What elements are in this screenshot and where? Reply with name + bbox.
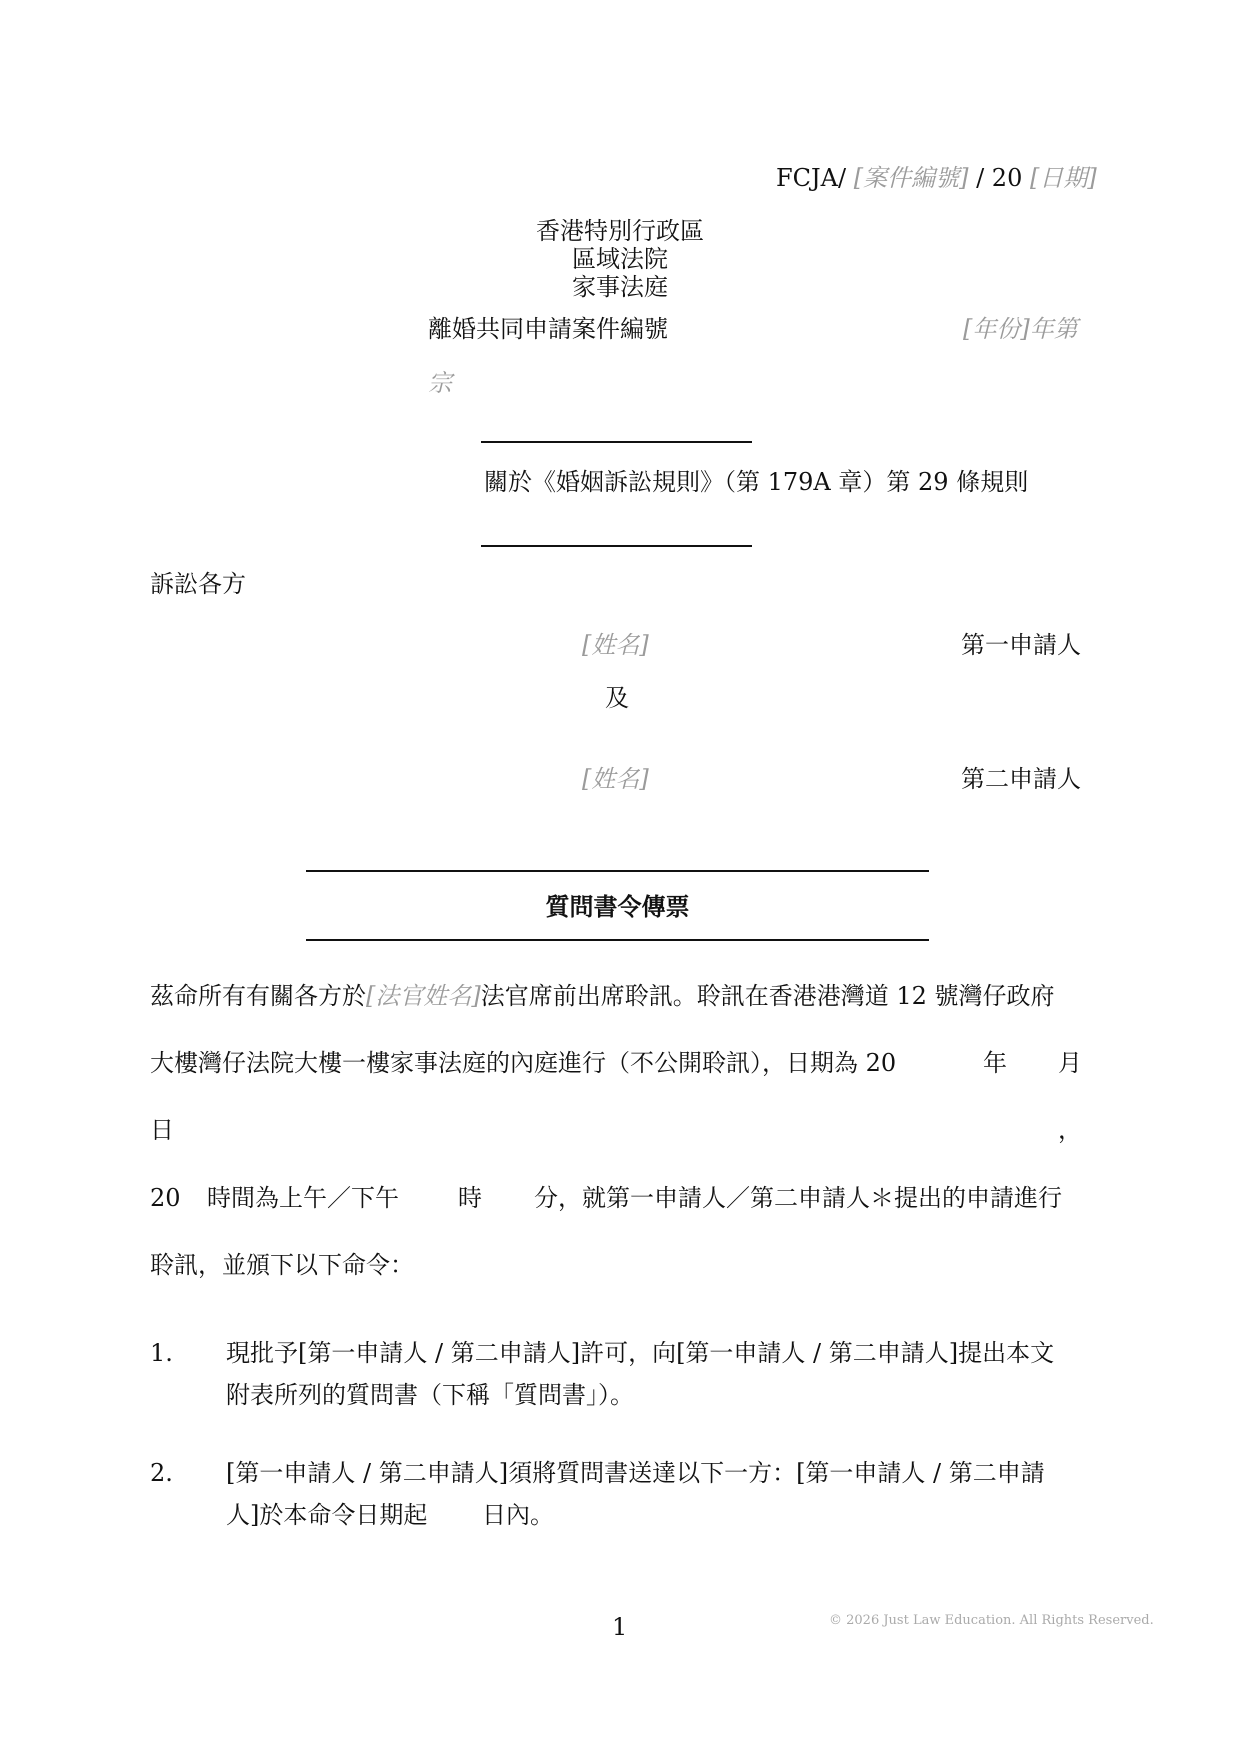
order-2-line-1: [第一申請人 / 第二申請人]須將質問書送達以下一方：[第一申請人 / 第二申請 bbox=[226, 1459, 1045, 1487]
body-line-4: 分，就第一申請人／第二申請人＊提出的申請進行 bbox=[534, 1184, 1062, 1212]
case-number-label: 離婚共同申請案件編號 bbox=[428, 315, 668, 343]
case-number-year bbox=[963, 314, 1078, 344]
order-number: 1. bbox=[150, 1339, 173, 1367]
order-number: 2. bbox=[150, 1459, 173, 1487]
first-applicant-name-placeholder: [姓名] bbox=[582, 631, 649, 659]
parties-heading: 訴訟各方 bbox=[150, 570, 246, 598]
case-reference bbox=[776, 163, 1097, 193]
title-top-rule bbox=[306, 870, 929, 872]
judge-name-placeholder: [法官姓名] bbox=[366, 982, 481, 1010]
page-number: 1 bbox=[612, 1613, 628, 1641]
hearing-day-label: 日 bbox=[150, 1116, 174, 1144]
first-applicant-role: 第一申請人 bbox=[961, 631, 1081, 659]
case-ref-middle: / 20 bbox=[976, 164, 1030, 192]
second-applicant-role: 第二申請人 bbox=[961, 765, 1081, 793]
court-line-3: 家事法庭 bbox=[572, 273, 668, 301]
divider-line bbox=[481, 545, 752, 547]
hearing-year-label: 年 bbox=[983, 1049, 1007, 1077]
divider-line bbox=[481, 441, 752, 443]
body-line-5: 聆訊，並頒下以下命令： bbox=[150, 1251, 414, 1279]
body-line-2: 大樓灣仔法院大樓一樓家事法庭的內庭進行（不公開聆訊），日期為 20 bbox=[150, 1049, 897, 1077]
order-2-line-2: 人]於本命令日期起 bbox=[226, 1501, 428, 1529]
court-line-2: 區域法院 bbox=[572, 245, 668, 273]
case-date-placeholder: [日期] bbox=[1029, 164, 1097, 192]
second-applicant-name-placeholder: [姓名] bbox=[582, 765, 649, 793]
hearing-hour-label: 時 bbox=[458, 1184, 482, 1212]
copyright-notice: © 2026 Just Law Education. All Rights Reserved. bbox=[829, 1613, 1154, 1628]
body-text: 茲命所有有關各方於 bbox=[150, 982, 366, 1010]
hearing-month-label: 月 bbox=[1058, 1049, 1082, 1077]
court-line-1: 香港特別行政區 bbox=[536, 217, 704, 245]
year-placeholder: [年份] bbox=[963, 315, 1030, 343]
body-comma: ， bbox=[1058, 1116, 1082, 1144]
case-number-placeholder: [案件編號] bbox=[853, 164, 969, 192]
title-bottom-rule bbox=[306, 939, 929, 941]
order-1-line-1: 現批予[第一申請人 / 第二申請人]許可，向[第一申請人 / 第二申請人]提出本文 bbox=[226, 1339, 1055, 1367]
hearing-time-label: 時間為上午／下午 bbox=[207, 1184, 399, 1212]
rule-heading: 關於《婚姻訴訟規則》（第 179A 章）第 29 條規則 bbox=[484, 468, 1029, 496]
body-line-1 bbox=[150, 981, 1055, 1011]
document-title: 質問書令傳票 bbox=[545, 892, 690, 921]
case-ref-prefix: FCJA/ bbox=[776, 164, 847, 192]
and-connector: 及 bbox=[605, 684, 629, 712]
case-number-tail: 宗 bbox=[428, 369, 452, 397]
hearing-year-prefix: 20 bbox=[150, 1184, 181, 1212]
body-text: 法官席前出席聆訊。聆訊在香港港灣道 12 號灣仔政府 bbox=[480, 982, 1055, 1010]
order-1-line-2: 附表所列的質問書（下稱「質問書」）。 bbox=[226, 1381, 634, 1409]
year-suffix: 年第 bbox=[1029, 315, 1078, 343]
order-2-line-2-tail: 日內。 bbox=[482, 1501, 554, 1529]
